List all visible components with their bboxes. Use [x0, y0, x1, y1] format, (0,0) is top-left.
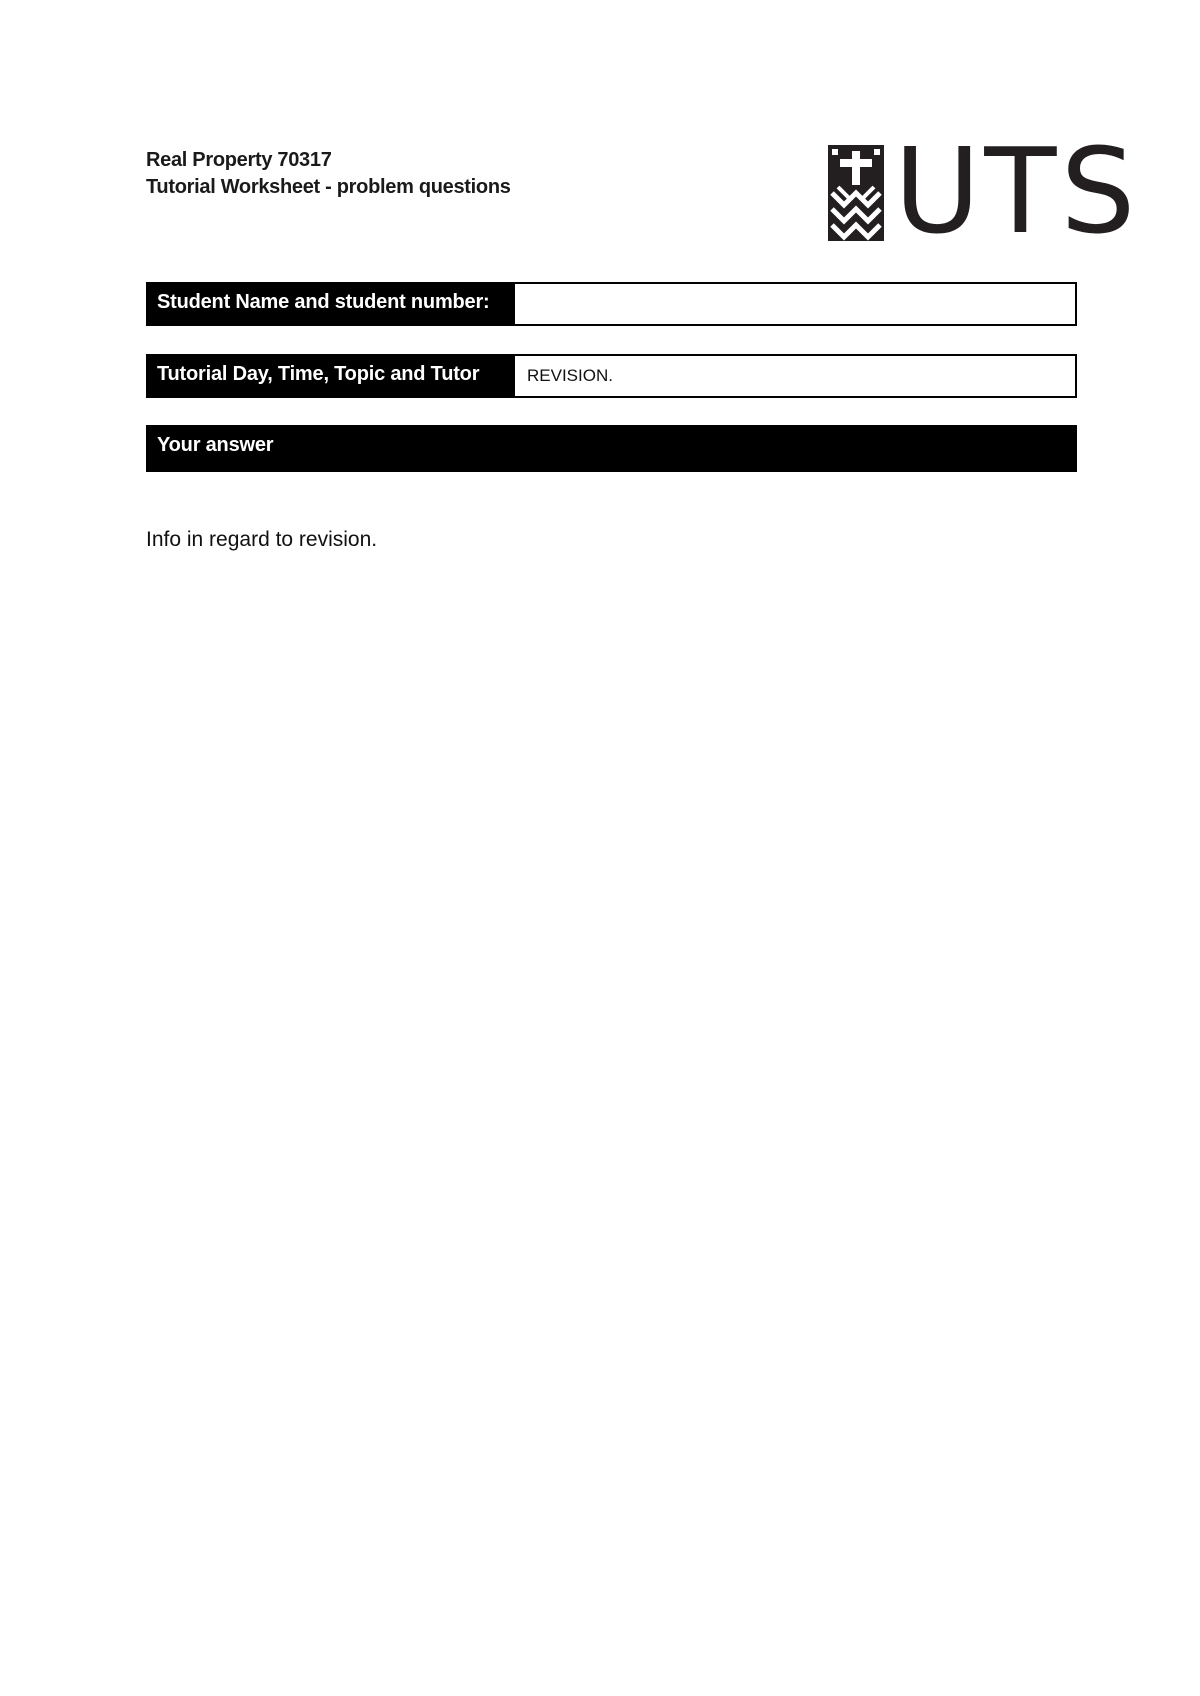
uts-logo	[828, 122, 1140, 260]
student-name-label: Student Name and student number:	[146, 282, 515, 326]
tutorial-info-field[interactable]: REVISION.	[515, 354, 1077, 398]
tutorial-info-label: Tutorial Day, Time, Topic and Tutor	[146, 354, 515, 398]
student-name-row	[146, 282, 1077, 326]
document-header	[146, 147, 511, 201]
uts-logo-text: UTS	[894, 122, 1140, 260]
uts-crest-icon	[828, 145, 884, 241]
course-title: Real Property 70317	[146, 149, 332, 171]
tutorial-info-row	[146, 354, 1077, 398]
answer-body-text: Info in regard to revision.	[146, 528, 378, 551]
your-answer-heading: Your answer	[146, 425, 1077, 472]
worksheet-title: Tutorial Worksheet - problem questions	[146, 176, 511, 198]
student-name-field[interactable]	[515, 282, 1077, 326]
your-answer-heading-row	[146, 425, 1077, 472]
